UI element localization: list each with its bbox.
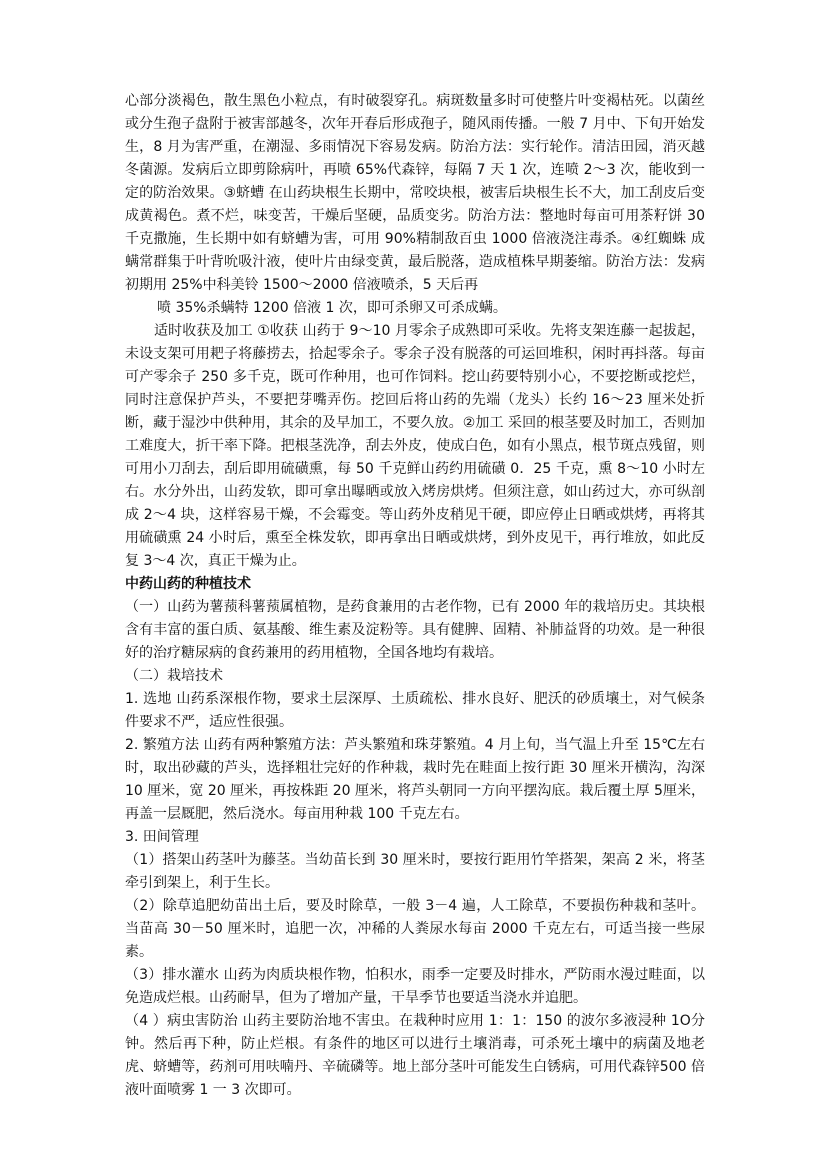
paragraph-weeding: （2）除草追肥幼苗出土后，要及时除草，一般 3－4 遍，人工除草，不要损伤种栽和茎叶。当苗高 30－50 厘米时，追肥一次，冲稀的人粪尿水每亩 2000 千克左右，可适当接一些尿素。 xyxy=(125,898,705,960)
paragraph-propagation: 2. 繁殖方法 山药有两种繁殖方法：芦头繁殖和珠芽繁殖。4 月上旬，当气温上升至 15℃左右时，取出砂藏的芦头，选择粗壮完好的作种栽，栽时先在畦面上按行距 30 厘米开横沟，沟深 10 厘米，宽 20 厘米，再按株距 20 厘米，将芦头朝同一方向平摆沟底。栽后覆土厚 5厘米，再盖一层厩肥，然后浇水。每亩用种栽 100 千克左右。 xyxy=(125,737,705,822)
section-heading: 中药山药的种植技术 xyxy=(125,576,251,592)
paragraph-field-management: 3. 田间管理 xyxy=(125,829,199,845)
paragraph-disease-control: 心部分淡褐色，散生黑色小粒点，有时破裂穿孔。病斑数量多时可使整片叶变褐枯死。以菌丝或分生孢子盘附于被害部越冬，次年开春后形成孢子，随风雨传播。一般 7 月中、下旬开始发生，8 月为害严重，在潮湿、多雨情况下容易发病。防治方法：实行轮作。清洁田园，消灭越冬菌源。发病后立即剪除病叶，再喷 65%代森锌，每隔 7 天 1 次，连喷 2～3 次，能收到一定的防治效果。③蛴螬 在山药块根生长期中，常咬块根，被害后块根生长不大，加工刮皮后变成黄褐色。煮不烂，味变苦，干燥后坚硬，品质变劣。防治方法：整地时每亩可用茶籽饼 30 千克撒施，生长期中如有蛴螬为害，可用 90%精制敌百虫 1000 倍液浇注毒杀。④红蜘蛛 成螨常群集于叶背吮吸汁液，使叶片由绿变黄，最后脱落，造成植株早期萎缩。防治方法：发病初期用 25%中科美铃 1500～2000 倍液喷杀，5 天后再 xyxy=(125,93,705,293)
paragraph-site-selection: 1. 选地 山药系深根作物，要求土层深厚、土质疏松、排水良好、肥沃的砂质壤土，对气候条件要求不严，适应性很强。 xyxy=(125,691,705,730)
paragraph-harvest-processing: 适时收获及加工 ①收获 山药于 9～10 月零余子成熟即可采收。先将支架连藤一起拔起，未设支架可用耙子将藤捞去，拾起零余子。零余子没有脱落的可运回堆积，闲时再抖落。每亩可产零余子 250 多千克，既可作种用，也可作饲料。挖山药要特别小心，不要挖断或挖烂，同时注意保护芦头，不要把芽嘴弄伤。挖回后将山药的先端（龙头）长约 16～23 厘米处折断，藏于湿沙中供种用，其余的及早加工，不要久放。②加工 采回的根茎要及时加工，否则加工难度大，折干率下降。把根茎洗净，刮去外皮，使成白色，如有小黑点，根节斑点残留，则可用小刀刮去，刮后即用硫磺熏，每 50 千克鲜山药约用硫磺 0．25 千克，熏 8～10 小时左右。水分外出，山药发软，即可拿出曝晒或放入烤房烘烤。但须注意，如山药过大，亦可纵剖成 2～4 块，这样容易干燥，不会霉变。等山药外皮稍见干硬，即应停止日晒或烘烤，再将其用硫磺熏 24 小时后，熏至全株发软，即再拿出日晒或烘烤，到外皮见干，再行堆放，如此反复 3～4 次，真正干燥为止。 xyxy=(125,323,705,569)
paragraph-drainage: （3）排水灌水 山药为肉质块根作物，怕积水，雨季一定要及时排水，严防雨水漫过畦面，以免造成烂根。山药耐旱，但为了增加产量，干旱季节也要适当浇水并追肥。 xyxy=(125,967,705,1006)
paragraph-trellis: （1）搭架山药茎叶为藤茎。当幼苗长到 30 厘米时，要按行距用竹竿搭架，架高 2 米，将茎牵引到架上，利于生长。 xyxy=(125,852,705,891)
paragraph-intro: （一）山药为薯蓣科薯蓣属植物，是药食兼用的古老作物，已有 2000 年的栽培历史。其块根含有丰富的蛋白质、氨基酸、维生素及淀粉等。具有健脾、固精、补肺益肾的功效。是一种很好的治疗糖尿病的食药兼用的药用植物，全国各地均有栽培。 xyxy=(125,599,705,661)
paragraph-mite-control: 喷 35%杀螨特 1200 倍液 1 次，即可杀卵又可杀成螨。 xyxy=(157,300,507,316)
paragraph-pest-control: （4 ）病虫害防治 山药主要防治地不害虫。在栽种时应用 1：1：150 的波尔多液浸种 1O分钟。然后再下种，防止烂根。有条件的地区可以进行土壤消毒，可杀死土壤中的病菌及地老虎、蛴螬等，药剂可用呋喃丹、辛硫磷等。地上部分茎叶可能发生白锈病，可用代森锌500 倍液叶面喷雾 1 一 3 次即可。 xyxy=(125,1013,705,1098)
paragraph-cultivation-title: （二）栽培技术 xyxy=(125,668,223,684)
document-page xyxy=(125,90,705,1102)
